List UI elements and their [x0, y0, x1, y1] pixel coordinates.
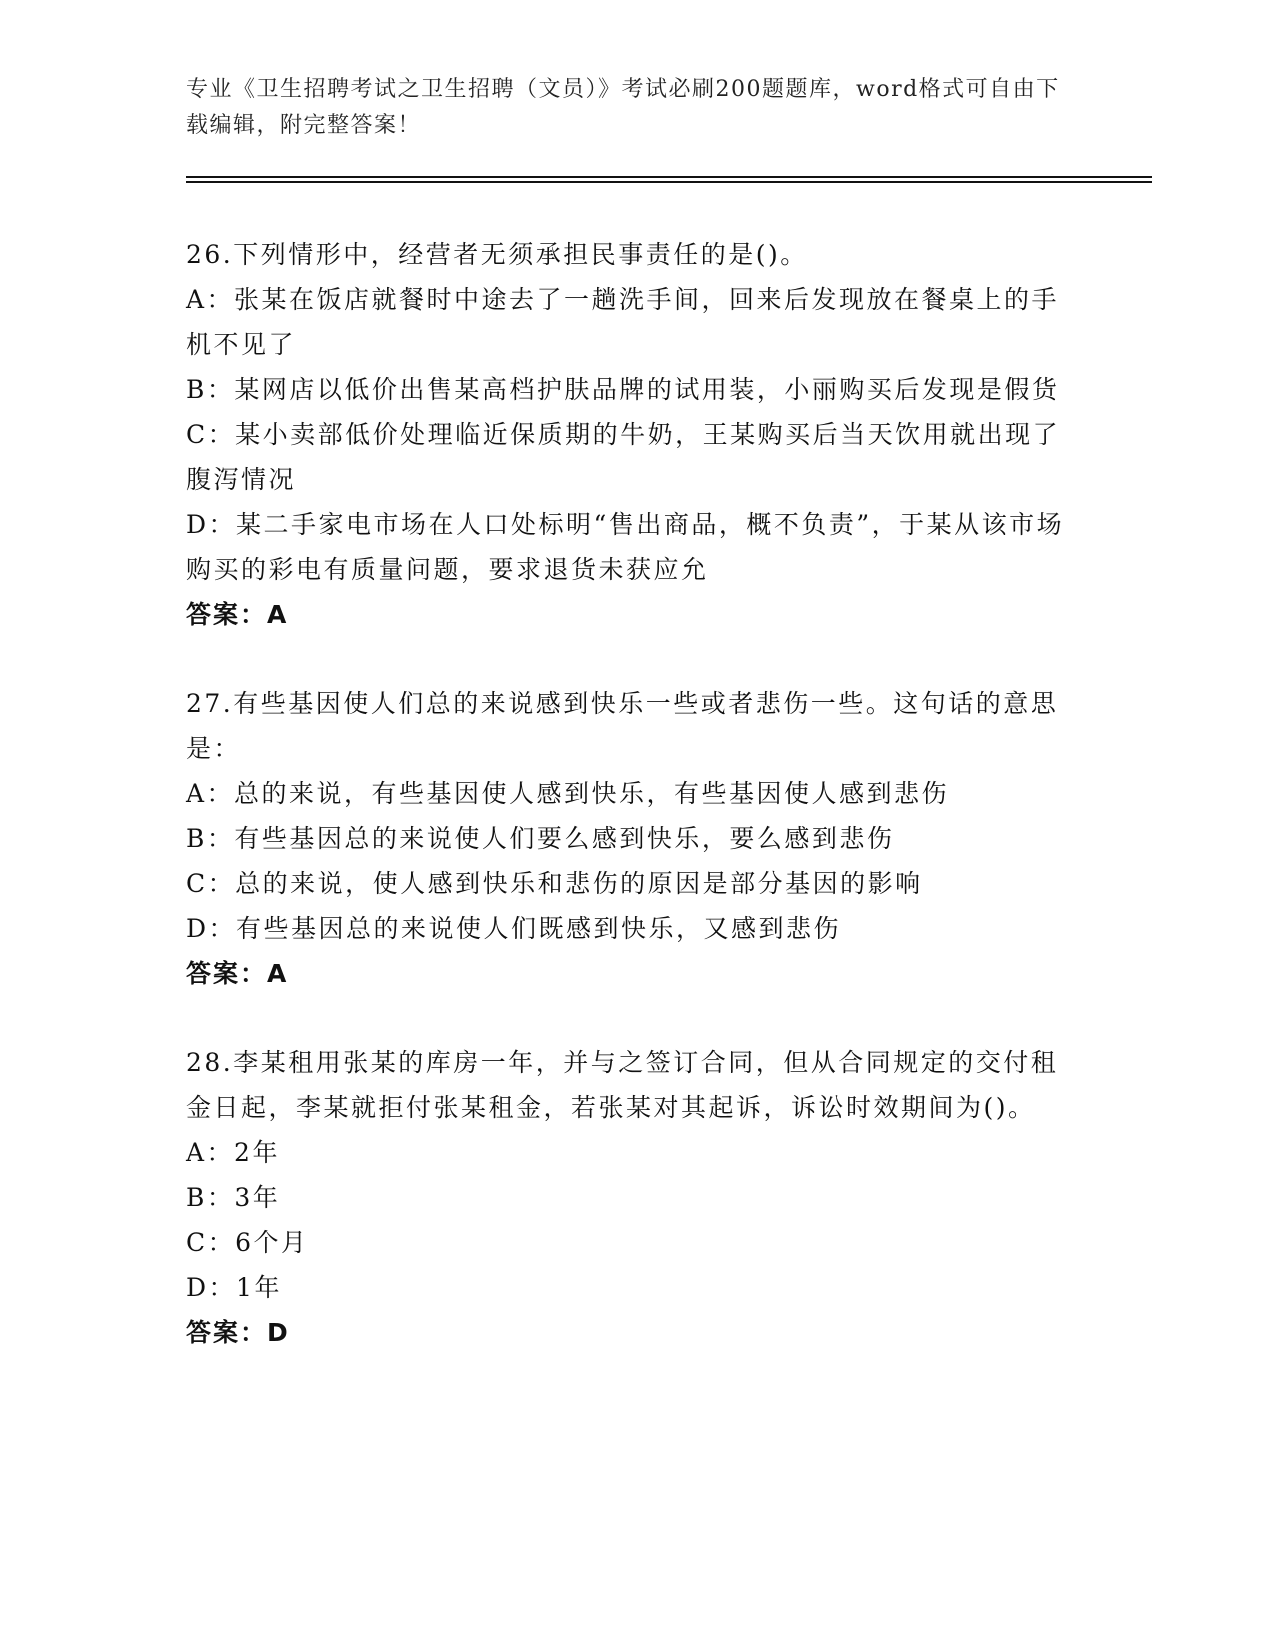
- question-27: [186, 681, 1076, 996]
- answer-label: 答案：A: [186, 959, 289, 988]
- question-stem: 28.李某租用张某的库房一年，并与之签订合同，但从合同规定的交付租金日起，李某就拒付张某租金，若张某对其起诉，诉讼时效期间为()。: [186, 1048, 1059, 1122]
- option-d: D：1年: [186, 1273, 282, 1302]
- question-stem: 27.有些基因使人们总的来说感到快乐一些或者悲伤一些。这句话的意思是：: [186, 689, 1059, 763]
- option-c: C：6个月: [186, 1228, 309, 1257]
- option-c: C：某小卖部低价处理临近保质期的牛奶，王某购买后当天饮用就出现了腹泻情况: [186, 420, 1061, 494]
- option-a: A：张某在饭店就餐时中途去了一趟洗手间，回来后发现放在餐桌上的手机不见了: [186, 285, 1060, 359]
- answer-label: 答案：D: [186, 1318, 290, 1347]
- header-divider-top: [186, 176, 1152, 178]
- option-c: C：总的来说，使人感到快乐和悲伤的原因是部分基因的影响: [186, 869, 923, 898]
- option-d: D：有些基因总的来说使人们既感到快乐，又感到悲伤: [186, 914, 842, 943]
- answer-label: 答案：A: [186, 600, 289, 629]
- question-26: [186, 232, 1076, 637]
- option-b: B：有些基因总的来说使人们要么感到快乐，要么感到悲伤: [186, 824, 895, 853]
- document-header: 专业《卫生招聘考试之卫生招聘（文员）》考试必刷200题题库，word格式可自由下载编辑，附完整答案！: [186, 77, 1060, 138]
- option-d: D：某二手家电市场在人口处标明“售出商品，概不负责”，于某从该市场购买的彩电有质量问题，要求退货未获应允: [186, 510, 1065, 584]
- question-stem: 26.下列情形中，经营者无须承担民事责任的是()。: [186, 240, 808, 269]
- question-list: [186, 232, 1076, 1399]
- option-b: B：3年: [186, 1183, 281, 1212]
- option-b: B：某网店以低价出售某高档护肤品牌的试用装，小丽购买后发现是假货: [186, 375, 1060, 404]
- option-a: A：2年: [186, 1138, 280, 1167]
- option-a: A：总的来说，有些基因使人感到快乐，有些基因使人感到悲伤: [186, 779, 950, 808]
- header-divider-bottom: [186, 181, 1152, 183]
- question-28: [186, 1040, 1076, 1355]
